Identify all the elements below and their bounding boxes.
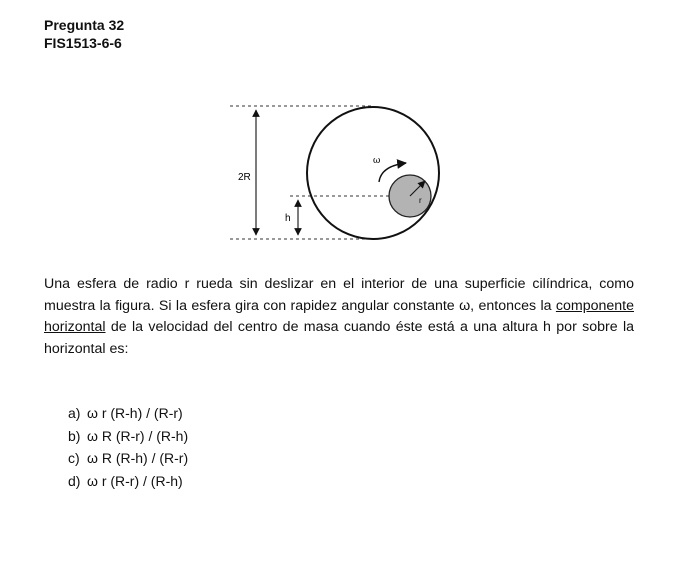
cylinder-circle	[307, 107, 439, 239]
option-text: ω r (R-r) / (R-h)	[87, 472, 183, 489]
question-underlined-text: componente horizontal	[44, 297, 634, 336]
option-a[interactable]	[68, 402, 188, 425]
course-code: FIS1513-6-6	[44, 35, 122, 51]
option-b[interactable]	[68, 425, 188, 448]
question-text	[44, 274, 634, 360]
option-text: ω r (R-h) / (R-r)	[87, 405, 183, 421]
h-label: h	[285, 213, 291, 224]
physics-figure	[222, 100, 452, 246]
answer-options	[68, 402, 188, 492]
omega-label: ω	[373, 156, 381, 166]
option-text: ω R (R-r) / (R-h)	[87, 427, 189, 444]
r-label: r	[419, 196, 422, 205]
option-text: ω R (R-h) / (R-r)	[87, 450, 189, 466]
option-letter: d)	[68, 472, 81, 489]
option-letter: c)	[68, 450, 80, 466]
2r-label: 2R	[238, 172, 251, 183]
option-c[interactable]	[68, 447, 188, 470]
option-letter: a)	[68, 405, 81, 421]
option-d[interactable]	[68, 470, 188, 493]
question-text-part2: de la velocidad del centro de masa cuando éste está a una altura h por sobre la horizontal es:	[44, 319, 634, 357]
option-letter: b)	[68, 427, 81, 444]
question-number: Pregunta 32	[44, 17, 125, 33]
question-text-part1: Una esfera de radio r rueda sin deslizar en el interior de una superficie cilíndrica, como muestra la figura. Si la esfera gira con rapidez angular constante ω, entonces la	[44, 276, 634, 314]
